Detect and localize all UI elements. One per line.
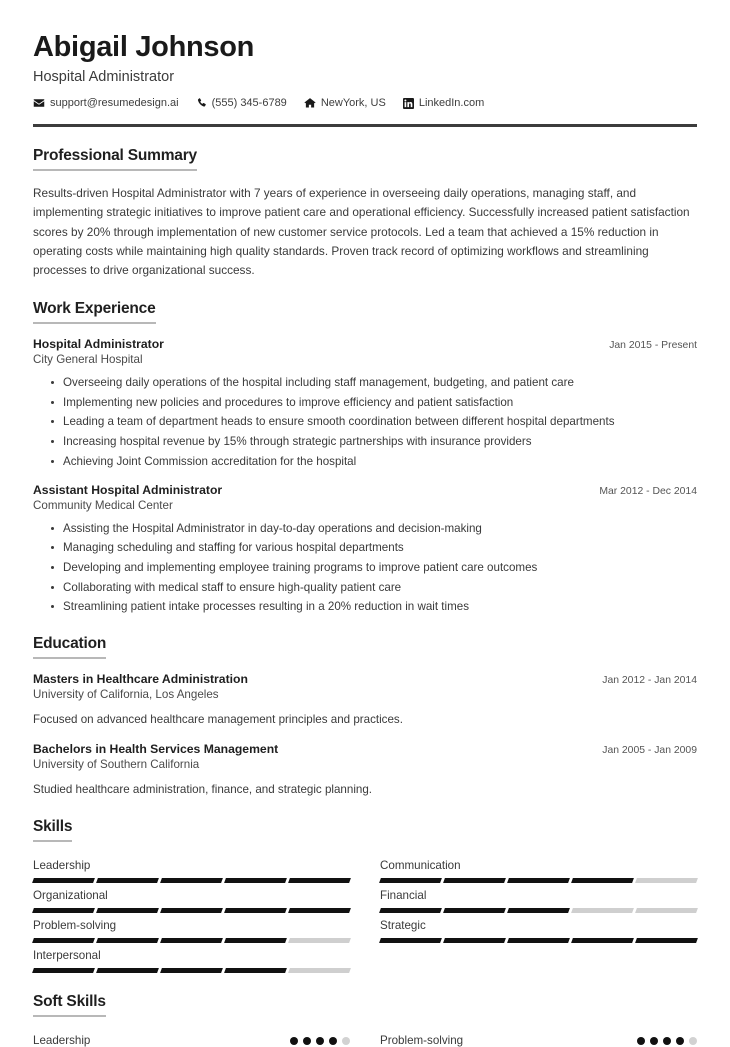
list-item: Achieving Joint Commission accreditation for the hospital: [51, 453, 697, 470]
skill-level-bar: [380, 878, 697, 883]
section-skills: [33, 818, 697, 973]
experience-organization: Community Medical Center: [33, 498, 173, 512]
contact-email[interactable]: [33, 97, 179, 109]
section-title-soft-skills: Soft Skills: [33, 993, 106, 1017]
education-date: Jan 2005 - Jan 2009: [602, 744, 697, 756]
skill-item: [380, 853, 697, 883]
experience-bullets: [33, 520, 697, 616]
education-degree: Bachelors in Health Services Management: [33, 741, 279, 756]
skill-segment: [443, 908, 506, 913]
skill-level-bar: [380, 908, 697, 913]
list-item: Leading a team of department heads to ensure smooth coordination between different hospital departments: [51, 413, 697, 430]
skill-segment: [224, 938, 287, 943]
linkedin-icon: [403, 98, 414, 109]
skill-segment: [160, 938, 223, 943]
education-entry-head: [33, 672, 697, 686]
soft-skill-item: [380, 1028, 697, 1047]
skill-segment: [96, 878, 159, 883]
skill-segment: [379, 938, 442, 943]
experience-bullets: [33, 374, 697, 470]
skill-segment: [635, 938, 698, 943]
skill-segment: [635, 908, 698, 913]
soft-skills-grid: [33, 1028, 697, 1047]
skill-segment: [160, 878, 223, 883]
skill-segment: [32, 908, 95, 913]
skill-segment: [32, 878, 95, 883]
skill-segment: [96, 968, 159, 973]
rating-dot: [650, 1037, 658, 1045]
list-item: Overseeing daily operations of the hospital including staff management, budgeting, and patient care: [51, 374, 697, 391]
contact-location[interactable]: [304, 97, 386, 109]
skill-segment: [96, 908, 159, 913]
skill-label: Communication: [380, 859, 461, 873]
soft-skill-rating-dots: [290, 1037, 350, 1045]
contact-email-text: support@resumedesign.ai: [50, 97, 179, 110]
skill-segment: [379, 878, 442, 883]
skill-segment: [443, 938, 506, 943]
section-title-experience: Work Experience: [33, 300, 156, 324]
soft-skill-label: Problem-solving: [380, 1034, 464, 1047]
section-title-education: Education: [33, 635, 106, 659]
skill-segment: [288, 968, 351, 973]
skill-segment: [160, 908, 223, 913]
experience-entry: [33, 337, 697, 470]
skill-item: [33, 913, 350, 943]
experience-organization: City General Hospital: [33, 352, 143, 366]
rating-dot: [290, 1037, 298, 1045]
list-item: Streamlining patient intake processes resulting in a 20% reduction in wait times: [51, 598, 697, 615]
education-entry: [33, 742, 697, 798]
rating-dot: [303, 1037, 311, 1045]
skill-item: [380, 913, 697, 943]
experience-job-title: Assistant Hospital Administrator: [33, 482, 223, 497]
skill-segment: [571, 908, 634, 913]
section-education: [33, 635, 697, 798]
education-description: Focused on advanced healthcare management principles and practices.: [33, 713, 403, 727]
experience-date: Jan 2015 - Present: [609, 339, 697, 351]
experience-date: Mar 2012 - Dec 2014: [599, 485, 697, 497]
skill-label: Financial: [380, 889, 427, 903]
rating-dot: [316, 1037, 324, 1045]
skill-segment: [224, 878, 287, 883]
skill-label: Interpersonal: [33, 949, 101, 963]
rating-dot: [329, 1037, 337, 1045]
section-soft-skills: [33, 993, 697, 1047]
rating-dot: [637, 1037, 645, 1045]
skill-segment: [96, 938, 159, 943]
education-date: Jan 2012 - Jan 2014: [602, 675, 697, 687]
list-item: Developing and implementing employee training programs to improve patient care outcomes: [51, 559, 697, 576]
summary-text: Results-driven Hospital Administrator with 7 years of experience in overseeing daily operations, managing staff, and implementing strategic initiatives to improve patient care and operational efficiency. Successfully increased patient satisfaction scores by 20% through implementation of new customer service protocols. Led a team that achieved a 15% reduction in operating costs while maintaining high quality standards. Proven track record of optimizing workflows and streamlining processes to drive organizational success.: [33, 186, 690, 277]
skill-label: Leadership: [33, 859, 91, 873]
phone-icon: [196, 97, 207, 109]
skill-segment: [288, 908, 351, 913]
experience-entry: [33, 483, 697, 616]
skill-segment: [507, 908, 570, 913]
experience-entry-head: [33, 483, 697, 497]
skill-item: [33, 853, 350, 883]
skill-level-bar: [33, 938, 350, 943]
skill-level-bar: [33, 968, 350, 973]
skill-segment: [507, 878, 570, 883]
candidate-name: Abigail Johnson: [33, 31, 255, 63]
skill-segment: [160, 968, 223, 973]
education-description: Studied healthcare administration, finance, and strategic planning.: [33, 782, 373, 796]
education-entry: [33, 672, 697, 728]
skill-label: Organizational: [33, 889, 108, 903]
list-item: Collaborating with medical staff to ensure high-quality patient care: [51, 579, 697, 596]
rating-dot: [342, 1037, 350, 1045]
skill-label: Strategic: [380, 919, 426, 933]
skill-segment: [507, 938, 570, 943]
skill-segment: [571, 878, 634, 883]
rating-dot: [663, 1037, 671, 1045]
skill-segment: [288, 938, 351, 943]
list-item: Implementing new policies and procedures to improve efficiency and patient satisfaction: [51, 394, 697, 411]
rating-dot: [689, 1037, 697, 1045]
skill-segment: [224, 908, 287, 913]
contact-linkedin[interactable]: [403, 97, 484, 109]
list-item: Assisting the Hospital Administrator in day-to-day operations and decision-making: [51, 520, 697, 537]
experience-job-title: Hospital Administrator: [33, 336, 164, 351]
header-divider: [33, 124, 697, 127]
rating-dot: [676, 1037, 684, 1045]
section-professional-summary: [33, 147, 697, 280]
skill-segment: [224, 968, 287, 973]
skill-label: Problem-solving: [33, 919, 117, 933]
education-institution: University of Southern California: [33, 757, 200, 771]
skill-segment: [443, 878, 506, 883]
experience-entry-head: [33, 337, 697, 351]
skill-segment: [32, 968, 95, 973]
section-work-experience: [33, 300, 697, 616]
skill-item: [33, 883, 350, 913]
education-entry-head: [33, 742, 697, 756]
skill-level-bar: [33, 908, 350, 913]
contact-location-text: NewYork, US: [320, 97, 386, 110]
education-degree: Masters in Healthcare Administration: [33, 672, 248, 687]
soft-skill-item: [33, 1028, 350, 1047]
skill-segment: [32, 938, 95, 943]
skill-level-bar: [380, 938, 697, 943]
list-item: Increasing hospital revenue by 15% through strategic partnerships with insurance providers: [51, 433, 697, 450]
skill-item: [380, 883, 697, 913]
list-item: Managing scheduling and staffing for various hospital departments: [51, 539, 697, 556]
candidate-job-title: Hospital Administrator: [33, 69, 175, 86]
section-title-skills: Skills: [33, 818, 72, 842]
soft-skill-label: Leadership: [33, 1034, 91, 1047]
skill-segment: [635, 878, 698, 883]
home-icon: [304, 97, 316, 109]
skill-segment: [571, 938, 634, 943]
contact-phone-text: (555) 345-6789: [211, 97, 287, 110]
envelope-icon: [33, 97, 45, 109]
contact-linkedin-text: LinkedIn.com: [418, 97, 485, 110]
skill-segment: [379, 908, 442, 913]
soft-skill-rating-dots: [637, 1037, 697, 1045]
section-title-summary: Professional Summary: [33, 147, 197, 171]
skill-segment: [288, 878, 351, 883]
skills-grid: [33, 853, 697, 973]
education-institution: University of California, Los Angeles: [33, 688, 219, 702]
skill-level-bar: [33, 878, 350, 883]
contact-phone[interactable]: [196, 97, 287, 109]
skill-item: [33, 943, 350, 973]
resume-header: [33, 0, 697, 109]
contact-row: [33, 97, 697, 109]
